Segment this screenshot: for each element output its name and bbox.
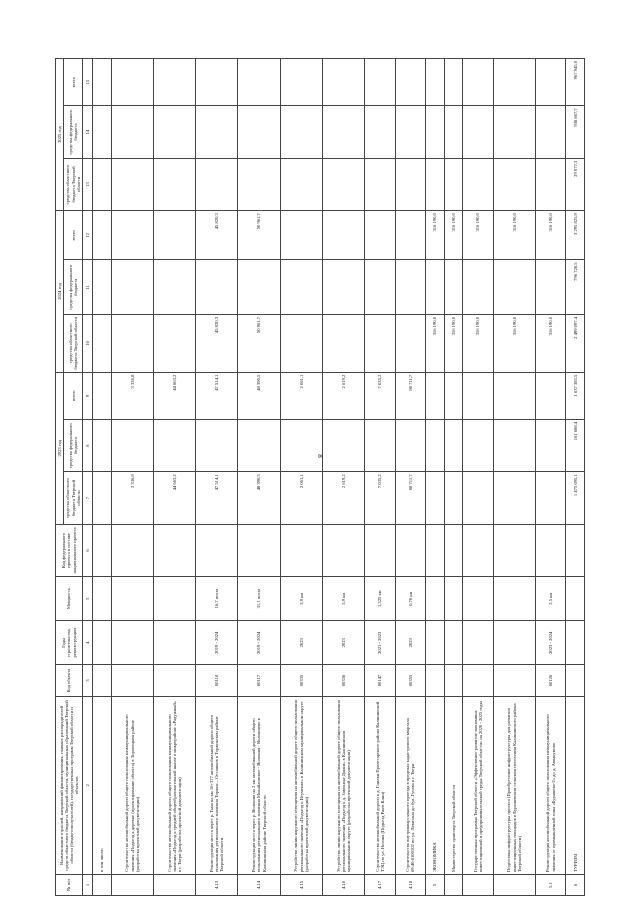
row-2023-fed (535, 419, 565, 471)
row-2024-total (280, 211, 322, 260)
row-object-code: 00118 (196, 665, 238, 696)
row-2025-fed (444, 106, 463, 158)
header-2024-fed: средства федерального бюджета (64, 260, 83, 315)
row-2025-fed (323, 106, 365, 158)
row-2023-obl: 7 035,2 (365, 472, 395, 524)
row-2023-obl: 48 390,5 (238, 472, 280, 524)
row-capacity: 5,9 км (323, 577, 365, 621)
row-object-code (153, 665, 195, 696)
row-2024-obl: 50 961,7 (238, 315, 280, 373)
row-2024-total: 45 820,3 (196, 211, 238, 260)
table-row (280, 59, 322, 896)
header-2025-fed: средства федерального бюджета (64, 106, 83, 158)
row-2025-total (196, 59, 238, 106)
row-2025-total (535, 59, 565, 106)
row-name: Строительство внутриквартального проезда в пределах кадастрового квартала 69:40:0100102 по ул. Левитана до бул. Гусева в г. Твери (395, 696, 425, 874)
table-row (93, 59, 112, 896)
header-2024-total: всего (64, 211, 83, 260)
table-row (395, 59, 425, 896)
row-2023-obl: 1 475 695,1 (566, 472, 585, 524)
row-2023-fed (196, 419, 238, 471)
row-2024-obl (153, 315, 195, 373)
budget-table (55, 58, 585, 896)
row-2025-obl (323, 158, 365, 210)
row-2025-fed: 938 867,7 (566, 106, 585, 158)
row-years (493, 621, 535, 665)
row-years: 2023 (395, 621, 425, 665)
row-2023-obl: 3 336,8 (111, 472, 153, 524)
row-number: 5.1 (535, 875, 565, 896)
row-2023-obl (444, 472, 463, 524)
row-2023-total (93, 372, 112, 419)
row-name: Строительство автомобильной дороги общего пользования межмуниципального значения «Подъезд к деревне (проектирование объекта) в Торопецком районе (разработка проектной документации) (111, 696, 153, 874)
row-2024-obl (93, 315, 112, 373)
row-2024-total: 316 190,0 (426, 211, 445, 260)
table-row (566, 59, 585, 896)
header-2023-obl: средства областного бюджета Тверской области (64, 472, 83, 524)
row-2024-total (365, 211, 395, 260)
row-fed-project-code (238, 524, 280, 576)
row-2024-fed (535, 260, 565, 315)
row-object-code: 00117 (238, 665, 280, 696)
row-2023-fed (153, 419, 195, 471)
column-index-row (83, 59, 93, 896)
row-2023-fed (93, 419, 112, 471)
row-capacity (153, 577, 195, 621)
row-2024-obl: 316 190,0 (463, 315, 493, 373)
row-2024-fed (426, 260, 445, 315)
row-2025-fed (196, 106, 238, 158)
header-no: № п/п (56, 875, 83, 896)
row-2024-total (93, 211, 112, 260)
row-number (93, 875, 112, 896)
row-2024-fed (196, 260, 238, 315)
row-2023-fed (111, 419, 153, 471)
row-number: 4.17 (365, 875, 395, 896)
column-index-cell: 13 (83, 158, 93, 210)
row-name: Реконструкция автомобильной дороги общего пользования межмуниципального значения от промышленной зоны «Бурашево-2» до д. Аввакумово (535, 696, 565, 874)
row-2023-fed (493, 419, 535, 471)
row-fed-project-code (395, 524, 425, 576)
row-object-code (463, 665, 493, 696)
table-row (365, 59, 395, 896)
row-2023-fed (426, 419, 445, 471)
row-2023-total (535, 372, 565, 419)
row-object-code: 00336 (323, 665, 365, 696)
row-name: Строительство автомобильной дороги общего пользования межмуниципального значения «Подъезд к средней общеобразовательной школе в микрорайоне «Радужный» в г. Твери (разработка проектной документации) (153, 696, 195, 874)
row-2025-fed (111, 106, 153, 158)
row-fed-project-code (566, 524, 585, 576)
column-index-cell: 14 (83, 106, 93, 158)
row-2025-obl (238, 158, 280, 210)
row-capacity (426, 577, 445, 621)
row-2023-total: 3 336,8 (111, 372, 153, 419)
row-2025-obl (444, 158, 463, 210)
row-object-code (493, 665, 535, 696)
row-2023-total: 47 514,1 (196, 372, 238, 419)
row-fed-project-code (444, 524, 463, 576)
row-2023-fed (444, 419, 463, 471)
table-row (535, 59, 565, 896)
row-2025-fed (493, 106, 535, 158)
table-row (111, 59, 153, 896)
row-capacity (493, 577, 535, 621)
row-2023-obl (426, 472, 445, 524)
row-2023-obl: 44 663,2 (153, 472, 195, 524)
row-2024-fed (323, 260, 365, 315)
row-2024-total: 316 190,0 (493, 211, 535, 260)
table-row (444, 59, 463, 896)
row-name: Устройство линии наружного освещения на автомобильной дороге общего пользования регионального значения «Подъезд к Игуменке» в Калининском муниципальном округе (разработка проектной документации) (280, 696, 322, 874)
row-2023-total (426, 372, 445, 419)
row-2025-obl (93, 158, 112, 210)
row-2023-total: 88 711,7 (395, 372, 425, 419)
row-capacity: 1,325 км (365, 577, 395, 621)
column-index-cell: 4 (83, 621, 93, 665)
row-years (566, 621, 585, 665)
row-fed-project-code (93, 524, 112, 576)
row-2024-obl: 316 190,0 (444, 315, 463, 373)
row-2023-fed (238, 419, 280, 471)
row-2025-total (111, 59, 153, 106)
row-number (493, 875, 535, 896)
row-2023-fed (365, 419, 395, 471)
rotated-table-container (55, 58, 585, 896)
row-2024-fed: 796 728,5 (566, 260, 585, 315)
row-2023-fed (280, 419, 322, 471)
row-capacity: 31,1 пог.м (238, 577, 280, 621)
row-2024-fed (493, 260, 535, 315)
row-fed-project-code (196, 524, 238, 576)
row-2025-total: 967 945,0 (566, 59, 585, 106)
row-2025-total (365, 59, 395, 106)
row-fed-project-code (323, 524, 365, 576)
row-fed-project-code (493, 524, 535, 576)
row-2025-total (280, 59, 322, 106)
row-years: 2019 - 2024 (196, 621, 238, 665)
row-2025-obl (111, 158, 153, 210)
row-2025-obl (535, 158, 565, 210)
row-2023-obl (463, 472, 493, 524)
row-2023-obl: 2 061,1 (280, 472, 322, 524)
row-2025-fed (395, 106, 425, 158)
row-name: Государственная программа Тверской области «Эффективное развитие экономики, инвестиционной и предпринимательской среды Тверской области» на 2020 - 2025 годы (463, 696, 493, 874)
header-year-2023: 2023 год (56, 372, 64, 524)
row-2025-total (444, 59, 463, 106)
row-years (463, 621, 493, 665)
row-2024-obl: 316 190,0 (535, 315, 565, 373)
page-number: 8 (315, 454, 324, 458)
row-name: ТУРИЗМ (566, 696, 585, 874)
row-2025-total (493, 59, 535, 106)
row-fed-project-code (153, 524, 195, 576)
row-years: 2023 (323, 621, 365, 665)
row-2025-obl (395, 158, 425, 210)
row-years (153, 621, 195, 665)
column-index-cell: 6 (83, 524, 93, 576)
column-index-cell: 10 (83, 315, 93, 373)
row-2024-total: 50 961,7 (238, 211, 280, 260)
row-2025-total (93, 59, 112, 106)
header-2023-fed: средства федерального бюджета (64, 419, 83, 471)
row-years: 2019 - 2024 (238, 621, 280, 665)
row-capacity (93, 577, 112, 621)
row-number (463, 875, 493, 896)
row-2025-fed (153, 106, 195, 158)
row-object-code (426, 665, 445, 696)
row-object-code: 00147 (365, 665, 395, 696)
row-2023-obl (493, 472, 535, 524)
row-2025-fed (535, 106, 565, 158)
header-2025-obl: средства областного бюджета Тверской области (64, 158, 83, 210)
column-index-cell: 3 (83, 665, 93, 696)
row-object-code: 00126 (535, 665, 565, 696)
row-2024-fed (365, 260, 395, 315)
table-row (238, 59, 280, 896)
row-2024-obl: 45 820,3 (196, 315, 238, 373)
row-2025-obl (280, 158, 322, 210)
table-row (426, 59, 445, 896)
row-name: Министерство транспорта Тверской области (444, 696, 463, 874)
row-number: 6 (566, 875, 585, 896)
row-2023-obl: 2 619,2 (323, 472, 365, 524)
header-name: Наименование отраслей, направлений финансирования, главных распорядителей средств областного бюджета Тверской области, муниципальных образований Тверской области (бюджетополучателей), государственных программ Тверской области и объектов (56, 696, 83, 874)
row-2024-total: 316 190,0 (463, 211, 493, 260)
row-2023-fed (323, 419, 365, 471)
row-2024-obl (395, 315, 425, 373)
row-2024-fed (153, 260, 195, 315)
row-2023-total (444, 372, 463, 419)
row-2025-total (323, 59, 365, 106)
row-name: в том числе: (93, 696, 112, 874)
row-number (111, 875, 153, 896)
header-kod-fed-proekta: Код федерального проекта в составе национального проекта (56, 524, 83, 576)
row-2025-fed (426, 106, 445, 158)
row-2025-obl (426, 158, 445, 210)
row-2024-fed (463, 260, 493, 315)
row-2025-obl (463, 158, 493, 210)
row-years: 2023 - 2024 (535, 621, 565, 665)
row-2024-obl (111, 315, 153, 373)
column-index-cell: 15 (83, 59, 93, 106)
row-capacity (463, 577, 493, 621)
row-2023-total: 1 637 383,5 (566, 372, 585, 419)
row-2025-obl (153, 158, 195, 210)
row-number: 5 (426, 875, 445, 896)
row-2024-obl: 316 190,0 (426, 315, 445, 373)
row-fed-project-code (365, 524, 395, 576)
row-2024-total (153, 211, 195, 260)
column-index-cell: 5 (83, 577, 93, 621)
row-name: Реконструкция моста через р. Волошня на 2 км автомобильной дороги общего пользования регионального значения Михайловское - Волошня - Волошнево в Калининском районе Тверской области (238, 696, 280, 874)
row-2024-fed (238, 260, 280, 315)
row-2025-fed (238, 106, 280, 158)
row-years (93, 621, 112, 665)
row-name: Реконструкция моста через р. Тьма на км 16+377 автомобильной дороги общего пользования регионального значения Торжок – Осташков в Торжокском районе Тверской области (196, 696, 238, 874)
row-2024-total: 316 190,0 (535, 211, 565, 260)
header-year-2024: 2024 год (56, 211, 64, 373)
row-fed-project-code (463, 524, 493, 576)
row-number: 4.13 (196, 875, 238, 896)
row-2024-fed (93, 260, 112, 315)
row-2024-fed (395, 260, 425, 315)
table-row (323, 59, 365, 896)
row-number: 4.15 (280, 875, 322, 896)
row-object-code (444, 665, 463, 696)
row-object-code (566, 665, 585, 696)
row-2023-total: 2 061,1 (280, 372, 322, 419)
table-row (196, 59, 238, 896)
row-object-code: 00335 (280, 665, 322, 696)
row-name: ЭКОНОМИКА (426, 696, 445, 874)
row-2024-obl (323, 315, 365, 373)
column-index-cell: 11 (83, 260, 93, 315)
header-kod-obekta: Код объекта (56, 665, 83, 696)
row-2025-total (426, 59, 445, 106)
row-2023-total (463, 372, 493, 419)
row-2023-total: 48 390,5 (238, 372, 280, 419)
row-2025-fed (93, 106, 112, 158)
row-2025-obl: 29 077,3 (566, 158, 585, 210)
row-2023-total: 7 035,2 (365, 372, 395, 419)
row-capacity (111, 577, 153, 621)
row-2023-total: 44 663,2 (153, 372, 195, 419)
row-2025-obl (365, 158, 395, 210)
row-2024-obl: 2 499 097,4 (566, 315, 585, 373)
row-2024-total: 3 295 825,9 (566, 211, 585, 260)
row-2025-obl (493, 158, 535, 210)
row-2024-total (395, 211, 425, 260)
row-2025-fed (280, 106, 322, 158)
row-name: Устройство линии наружного освещения на автомобильной дороге общего пользования регионального значения «Подъезд к д. Заволжье Данки» в Калининском муниципальном округе (разработка проектной документации) (323, 696, 365, 874)
row-years: 2021 - 2023 (365, 621, 395, 665)
column-index-cell: 1 (83, 875, 93, 896)
row-2024-obl: 316 190,0 (493, 315, 535, 373)
row-name: Подготовка инфраструктуры проекта (Приобретение инфраструктуры для развития инвестиционных площадок в Бурашевском сельском поселении Калининского района Тверской области) (493, 696, 535, 874)
row-number: 4.18 (395, 875, 425, 896)
row-capacity: 16,7 пог.м (196, 577, 238, 621)
row-2025-total (238, 59, 280, 106)
row-fed-project-code (111, 524, 153, 576)
row-2023-obl (535, 472, 565, 524)
row-2025-fed (463, 106, 493, 158)
row-2023-obl: 47 514,1 (196, 472, 238, 524)
row-2023-obl: 88 711,7 (395, 472, 425, 524)
row-2025-obl (196, 158, 238, 210)
row-2024-fed (280, 260, 322, 315)
row-2024-fed (111, 260, 153, 315)
row-2024-fed (444, 260, 463, 315)
row-2023-fed: 161 688,4 (566, 419, 585, 471)
row-name: Строительство автомобильной дороги к д. Гнилки Пролетарского района Калининской ТЭЦ по ул. Ногина (Подъезд Ржев Клин) (365, 696, 395, 874)
header-year-2025: 2025 год (56, 59, 64, 211)
row-2025-total (463, 59, 493, 106)
row-capacity (444, 577, 463, 621)
column-index-cell: 9 (83, 372, 93, 419)
row-fed-project-code (280, 524, 322, 576)
column-index-cell: 2 (83, 696, 93, 874)
header-2024-obl: средства областного бюджета Тверской области (64, 315, 83, 373)
column-index-cell: 8 (83, 419, 93, 471)
column-index-cell: 7 (83, 472, 93, 524)
header-gody: Годы строительства, реконструкции (56, 621, 83, 665)
row-2024-obl (280, 315, 322, 373)
row-capacity (566, 577, 585, 621)
header-row-1 (56, 59, 64, 896)
row-number: 4.14 (238, 875, 280, 896)
row-2024-total: 316 190,0 (444, 211, 463, 260)
row-2025-total (153, 59, 195, 106)
row-2024-obl (365, 315, 395, 373)
row-object-code: 00355 (395, 665, 425, 696)
row-years (111, 621, 153, 665)
table-row (463, 59, 493, 896)
row-years (426, 621, 445, 665)
row-2024-total (323, 211, 365, 260)
header-moshchnost: Мощность (56, 577, 83, 621)
row-2023-total (493, 372, 535, 419)
row-fed-project-code (535, 524, 565, 576)
row-2023-obl (93, 472, 112, 524)
row-capacity: 0,70 км (395, 577, 425, 621)
column-index-cell: 12 (83, 211, 93, 260)
header-2025-total: всего (64, 59, 83, 106)
row-number: 4.16 (323, 875, 365, 896)
row-capacity: 2,5 км (535, 577, 565, 621)
row-number (444, 875, 463, 896)
row-fed-project-code (426, 524, 445, 576)
row-capacity: 3,9 км (280, 577, 322, 621)
row-number (153, 875, 195, 896)
row-years (444, 621, 463, 665)
row-2025-total (395, 59, 425, 106)
row-2025-fed (365, 106, 395, 158)
row-2023-fed (463, 419, 493, 471)
row-years: 2023 (280, 621, 322, 665)
header-2023-total: всего (64, 372, 83, 419)
row-2023-fed (395, 419, 425, 471)
row-object-code (93, 665, 112, 696)
table-body (93, 59, 585, 896)
table-row (153, 59, 195, 896)
row-object-code (111, 665, 153, 696)
table-row (493, 59, 535, 896)
row-2024-total (111, 211, 153, 260)
row-2023-total: 2 619,2 (323, 372, 365, 419)
